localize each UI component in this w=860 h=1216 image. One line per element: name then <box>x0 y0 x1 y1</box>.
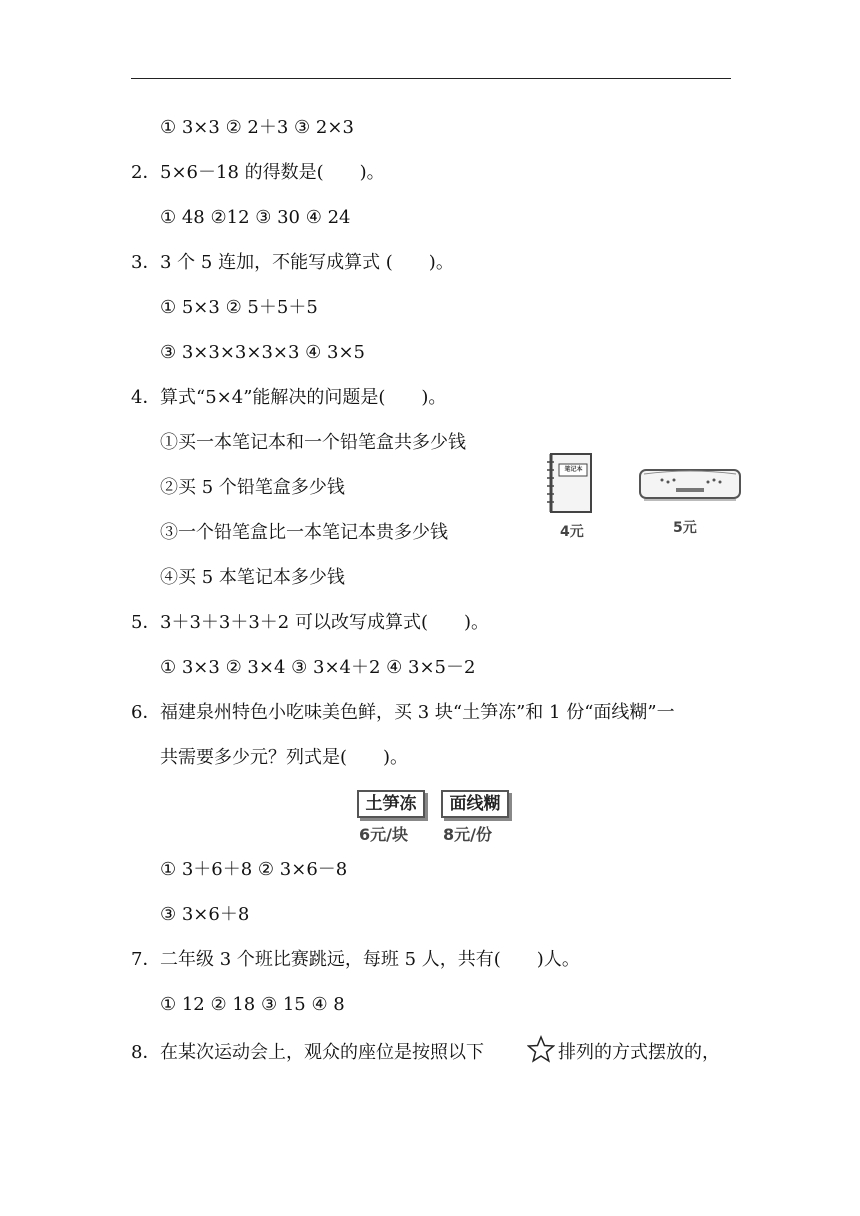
q4-option-2: ②买 5 个铅笔盒多少钱 <box>160 477 345 498</box>
q5-options: ① 3×3 ② 3×4 ③ 3×4＋2 ④ 3×5－2 <box>160 657 476 678</box>
q8-text-b: 排列的方式摆放的， <box>558 1042 720 1063</box>
q4-number: 4． <box>131 387 161 408</box>
q4-option-4: ④买 5 本笔记本多少钱 <box>160 567 345 588</box>
q6-number: 6． <box>131 702 161 723</box>
star-outline-icon <box>527 1035 555 1063</box>
q6-options-a: ① 3＋6＋8 ② 3×6－8 <box>160 859 348 880</box>
q1-options: ① 3×3 ② 2＋3 ③ 2×3 <box>160 117 354 138</box>
q7-number: 7． <box>131 949 161 970</box>
food1-price: 6元/块 <box>359 825 408 844</box>
q3-number: 3． <box>131 252 161 273</box>
q8-text-a: 在某次运动会上，观众的座位是按照以下 <box>160 1042 484 1063</box>
q6-text-line1: 福建泉州特色小吃味美色鲜，买 3 块“土笋冻”和 1 份“面线糊”一 <box>160 702 675 723</box>
notebook-price: 4元 <box>560 524 584 540</box>
q2-number: 2． <box>131 162 161 183</box>
food1-sign: 土笋冻 <box>357 790 425 818</box>
q4-text: 算式“5×4”能解决的问题是( )。 <box>160 387 447 408</box>
q6-options-b: ③ 3×6＋8 <box>160 904 250 925</box>
food2-sign: 面线糊 <box>441 790 509 818</box>
food2-price: 8元/份 <box>443 825 492 844</box>
q3-options-b: ③ 3×3×3×3×3 ④ 3×5 <box>160 342 366 363</box>
q3-text: 3 个 5 连加，不能写成算式 ( )。 <box>160 252 454 273</box>
q2-options: ① 48 ②12 ③ 30 ④ 24 <box>160 207 351 228</box>
q7-options: ① 12 ② 18 ③ 15 ④ 8 <box>160 994 345 1015</box>
q2-text: 5×6－18 的得数是( )。 <box>160 162 385 183</box>
q5-number: 5． <box>131 612 161 633</box>
q7-text: 二年级 3 个班比赛跳远，每班 5 人，共有( )人。 <box>160 949 580 970</box>
pencil-box-price: 5元 <box>673 520 697 536</box>
q6-text-line2: 共需要多少元？列式是( )。 <box>160 747 409 768</box>
q8-number: 8． <box>131 1042 161 1063</box>
q5-text: 3＋3＋3＋3＋2 可以改写成算式( )。 <box>160 612 490 633</box>
q3-options-a: ① 5×3 ② 5＋5＋5 <box>160 297 318 318</box>
notebook-icon <box>546 452 594 514</box>
pencil-box-icon <box>638 466 742 504</box>
header-rule <box>131 78 731 79</box>
q4-option-3: ③一个铅笔盒比一本笔记本贵多少钱 <box>160 522 448 543</box>
q4-option-1: ①买一本笔记本和一个铅笔盒共多少钱 <box>160 432 466 453</box>
notebook-title: 笔记本 <box>564 466 583 473</box>
